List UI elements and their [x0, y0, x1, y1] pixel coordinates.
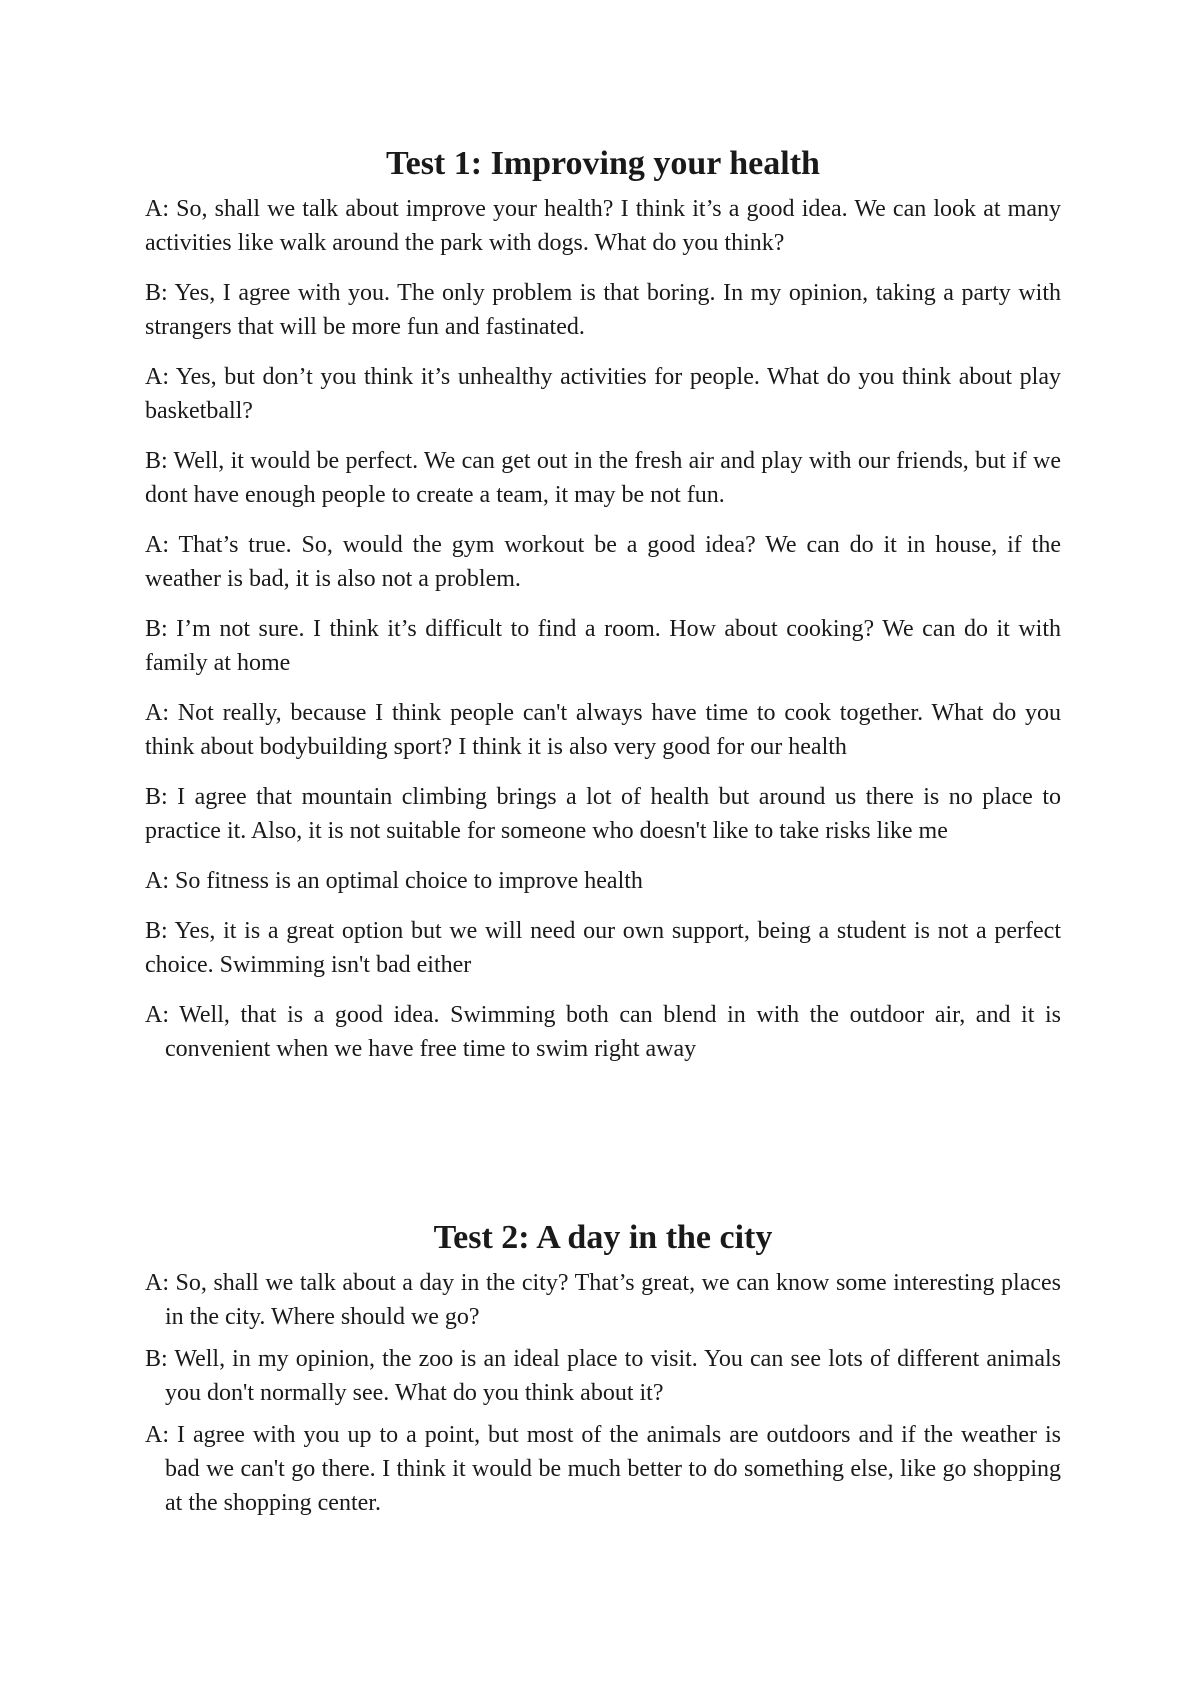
test1-dialogue-line: A: Not really, because I think people can't always have time to cook together. What do you think about bodybuilding sport? I think it is also very good for our health — [145, 700, 1061, 760]
test1-dialogue-line: A: So fitness is an optimal choice to improve health — [145, 868, 643, 894]
test2-title: Test 2: A day in the city — [433, 1219, 773, 1256]
test2-dialogue-line: A: I agree with you up to a point, but most of the animals are outdoors and if the weather is bad we can't go there. I think it would be much better to do something else, like go shopping at the shopping center. — [145, 1422, 1061, 1516]
test2-section — [145, 1216, 1061, 1528]
test1-dialogue-line: B: Well, it would be perfect. We can get out in the fresh air and play with our friends, but if we dont have enough people to create a team, it may be not fun. — [145, 448, 1061, 508]
test1-dialogue-line: B: Yes, it is a great option but we will need our own support, being a student is not a perfect choice. Swimming isn't bad either — [145, 918, 1061, 978]
test1-dialogue-line: A: So, shall we talk about improve your health? I think it’s a good idea. We can look at many activities like walk around the park with dogs. What do you think? — [145, 196, 1061, 256]
test1-title: Test 1: Improving your health — [386, 145, 820, 182]
test1-dialogue-line: B: I’m not sure. I think it’s difficult to find a room. How about cooking? We can do it with family at home — [145, 616, 1061, 676]
test2-dialogue-line: A: So, shall we talk about a day in the city? That’s great, we can know some interesting places in the city. Where should we go? — [145, 1270, 1061, 1330]
test1-dialogue-line: B: Yes, I agree with you. The only problem is that boring. In my opinion, taking a party with strangers that will be more fun and fastinated. — [145, 280, 1061, 340]
test1-dialogue-line: A: Yes, but don’t you think it’s unhealthy activities for people. What do you think about play basketball? — [145, 364, 1061, 424]
test1-dialogue-line: A: Well, that is a good idea. Swimming both can blend in with the outdoor air, and it is convenient when we have free time to swim right away — [145, 1002, 1061, 1062]
test2-dialogue-line: B: Well, in my opinion, the zoo is an ideal place to visit. You can see lots of different animals you don't normally see. What do you think about it? — [145, 1346, 1061, 1406]
test1-section — [145, 142, 1061, 1082]
test1-dialogue-line: A: That’s true. So, would the gym workout be a good idea? We can do it in house, if the weather is bad, it is also not a problem. — [145, 532, 1061, 592]
test1-dialogue-line: B: I agree that mountain climbing brings a lot of health but around us there is no place to practice it. Also, it is not suitable for someone who doesn't like to take risks like me — [145, 784, 1061, 844]
